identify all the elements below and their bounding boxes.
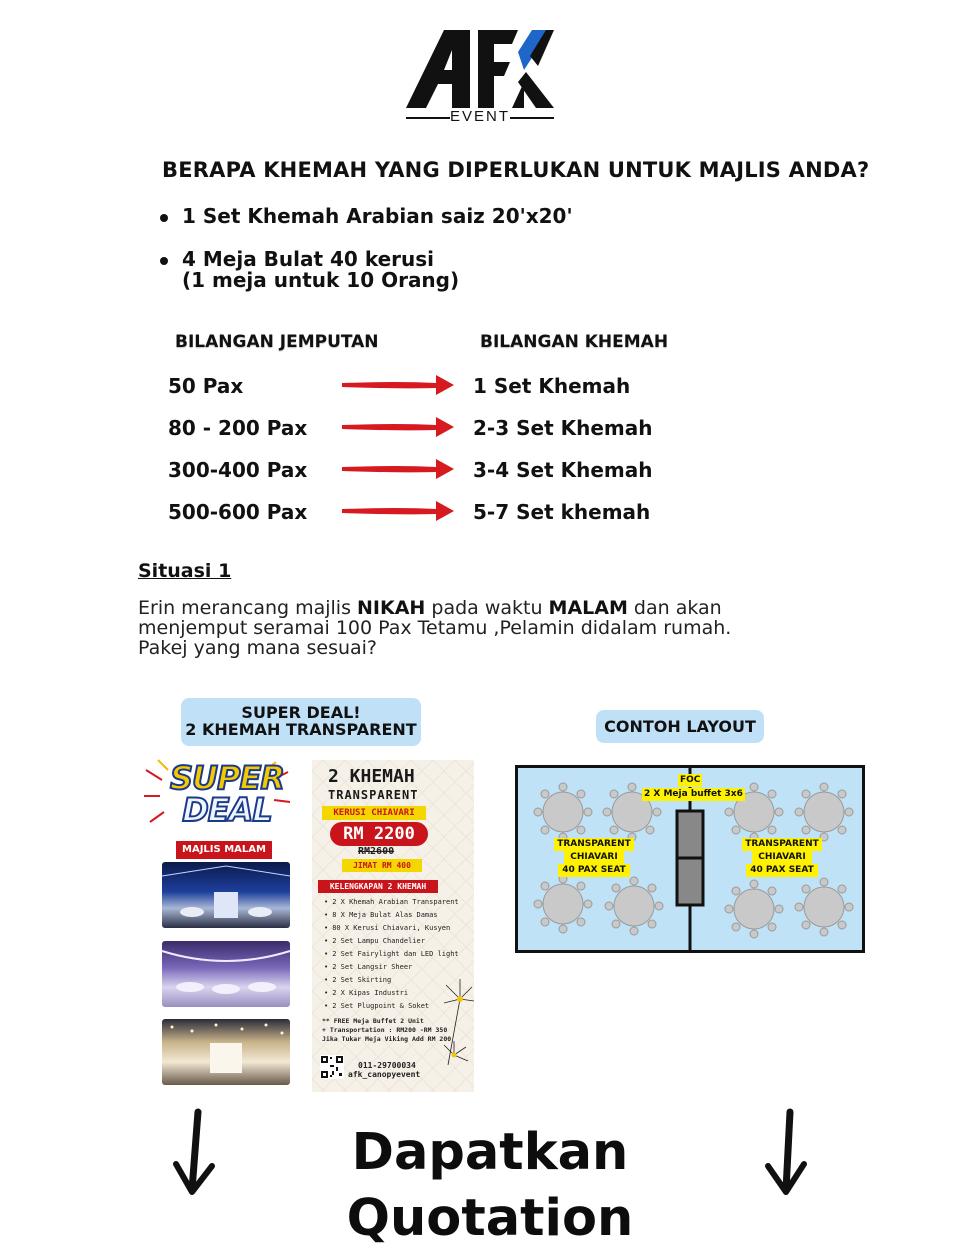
list-item: • 2 Set Fairylight dan LED light [324,948,472,961]
row-tents: 2-3 Set Khemah [473,416,653,440]
flyer-instagram: afk_canopyevent [348,1070,421,1079]
sparkler-icon [440,975,474,1085]
qr-code-icon [320,1055,344,1079]
layout-right-tent-label: TRANSPARENT CHIAVARI 40 PAX SEAT [742,838,822,877]
get-quotation-button[interactable]: Dapatkan Quotation [346,1123,634,1248]
flyer-phone: 011-29700034 [358,1061,416,1070]
event-photo [162,862,290,928]
red-arrow-icon [340,414,456,440]
super-deal-pill: SUPER DEAL! 2 KHEMAH TRANSPARENT [181,698,421,746]
list-item: • 8 X Meja Bulat Alas Damas [324,909,472,922]
bullet-icon [160,257,168,265]
layout-buffet-label: 2 X Meja buffet 3x6 [644,789,743,799]
red-arrow-icon [340,456,456,482]
flyer-section-title: KELENGKAPAN 2 KHEMAH [318,880,438,893]
flyer-title: 2 KHEMAH [328,766,415,787]
row-tents: 1 Set Khemah [473,374,631,398]
flyer-old-price: RM2600 [358,846,395,857]
list-item: • 2 Set Lampu Chandelier [324,935,472,948]
event-photo [162,941,290,1007]
list-item: • 2 Set Langsir Sheer [324,961,472,974]
flyer-kerusi-tag: KERUSI CHIAVARI [322,806,426,820]
down-arrow-icon [764,1108,810,1196]
bullet-icon [160,214,168,222]
row-tents: 3-4 Set Khemah [473,458,653,482]
majlis-malam-badge: MAJLIS MALAM [176,841,272,859]
event-photo [162,1019,290,1085]
list-item: • 2 X Kipas Industri [324,987,472,1000]
flyer-savings-tag: JIMAT RM 400 [342,859,422,872]
flyer-foc-note: ** FREE Meja Buffet 2 Unit + Transportation : RM200 -RM 350 Jika Tukar Meja Viking Add RM 200 [322,1017,452,1043]
row-guests: 500-600 Pax [168,500,308,524]
row-tents: 5-7 Set khemah [473,500,651,524]
logo-subtitle: EVENT [449,108,510,125]
page-headline: BERAPA KHEMAH YANG DIPERLUKAN UNTUK MAJLIS ANDA? [162,158,870,182]
list-item: • 2 Set Skirting [324,974,472,987]
list-item: 1 Set Khemah Arabian saiz 20'x20' [160,206,760,227]
list-item: • 80 X Kerusi Chiavari, Kusyen [324,922,472,935]
row-guests: 50 Pax [168,374,244,398]
header-guests: BILANGAN JEMPUTAN [175,332,379,352]
requirements-list [160,206,760,313]
list-item: 4 Meja Bulat 40 kerusi (1 meja untuk 10 Orang) [160,249,760,291]
red-arrow-icon [340,372,456,398]
situation-title: Situasi 1 [138,560,232,582]
down-arrow-icon [170,1108,216,1196]
row-guests: 300-400 Pax [168,458,308,482]
red-arrow-icon [340,498,456,524]
situation-text: Erin merancang majlis NIKAH pada waktu MALAM dan akan menjemput seramai 100 Pax Tetamu ,Pelamin didalam rumah. Pakej yang mana sesuai? [138,597,732,659]
list-item: • 2 X Khemah Arabian Transparent [324,896,472,909]
header-tents: BILANGAN KHEMAH [480,332,669,352]
layout-foc-label: FOC [680,775,701,785]
flyer-subtitle: TRANSPARENT [328,788,419,802]
list-item: • 2 Set Plugpoint & Soket [324,1000,472,1013]
layout-left-tent-label: TRANSPARENT CHIAVARI 40 PAX SEAT [554,838,634,877]
flyer-price: RM 2200 [330,822,428,846]
super-deal-wordmark: SUPER DEAL [170,759,284,829]
layout-pill: CONTOH LAYOUT [596,710,764,743]
row-guests: 80 - 200 Pax [168,416,308,440]
